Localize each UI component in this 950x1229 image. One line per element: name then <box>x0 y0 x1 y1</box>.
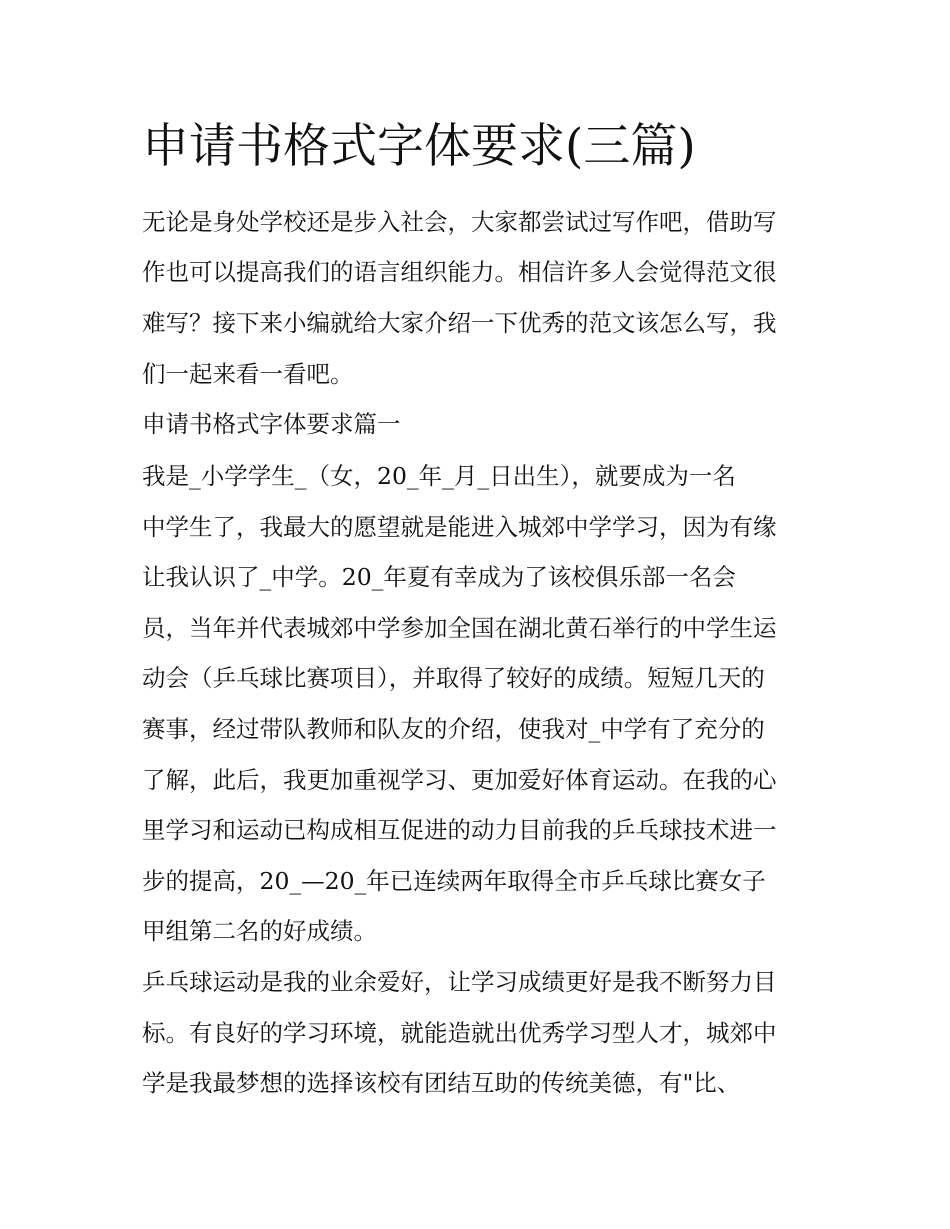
paragraph-line: 作也可以提高我们的语言组织能力。相信许多人会觉得范文很 <box>142 258 777 286</box>
paragraph-line: 标。有良好的学习环境，就能造就出优秀学习型人才，城郊中 <box>142 1019 777 1047</box>
paragraph-line: 员，当年并代表城郊中学参加全国在湖北黄石举行的中学生运 <box>142 614 777 642</box>
paragraph-line: 里学习和运动已构成相互促进的动力目前我的乒乓球技术进一 <box>142 816 777 844</box>
document-title: 申请书格式字体要求(三篇) <box>142 119 696 174</box>
paragraph-line: 无论是身处学校还是步入社会，大家都尝试过写作吧，借助写 <box>142 208 777 236</box>
paragraph-line: 步的提高，20_—20_年已连续两年取得全市乒乓球比赛女子 <box>142 867 766 895</box>
paragraph-line: 了解，此后，我更加重视学习、更加爱好体育运动。在我的心 <box>142 766 777 794</box>
paragraph-line: 中学生了，我最大的愿望就是能进入城郊中学学习，因为有缘 <box>142 513 777 541</box>
paragraph-line: 难写？接下来小编就给大家介绍一下优秀的范文该怎么写，我 <box>142 309 777 337</box>
paragraph-line: 让我认识了_中学。20_年夏有幸成为了该校俱乐部一名会 <box>142 563 736 591</box>
paragraph-line: 动会（乒乓球比赛项目），并取得了较好的成绩。短短几天的 <box>142 664 765 692</box>
section-heading: 申请书格式字体要求篇一 <box>142 410 401 438</box>
paragraph-line: 甲组第二名的好成绩。 <box>142 917 377 945</box>
paragraph-line: 们一起来看一看吧。 <box>142 360 354 388</box>
paragraph-line: 赛事，经过带队教师和队友的介绍，使我对_中学有了充分的 <box>142 715 765 743</box>
paragraph-line: 我是_小学学生_（女，20_年_月_日出生），就要成为一名 <box>142 462 736 490</box>
paragraph-line: 乒乓球运动是我的业余爱好，让学习成绩更好是我不断努力目 <box>142 968 777 996</box>
paragraph-line: 学是我最梦想的选择该校有团结互助的传统美德，有"比、 <box>142 1069 741 1097</box>
